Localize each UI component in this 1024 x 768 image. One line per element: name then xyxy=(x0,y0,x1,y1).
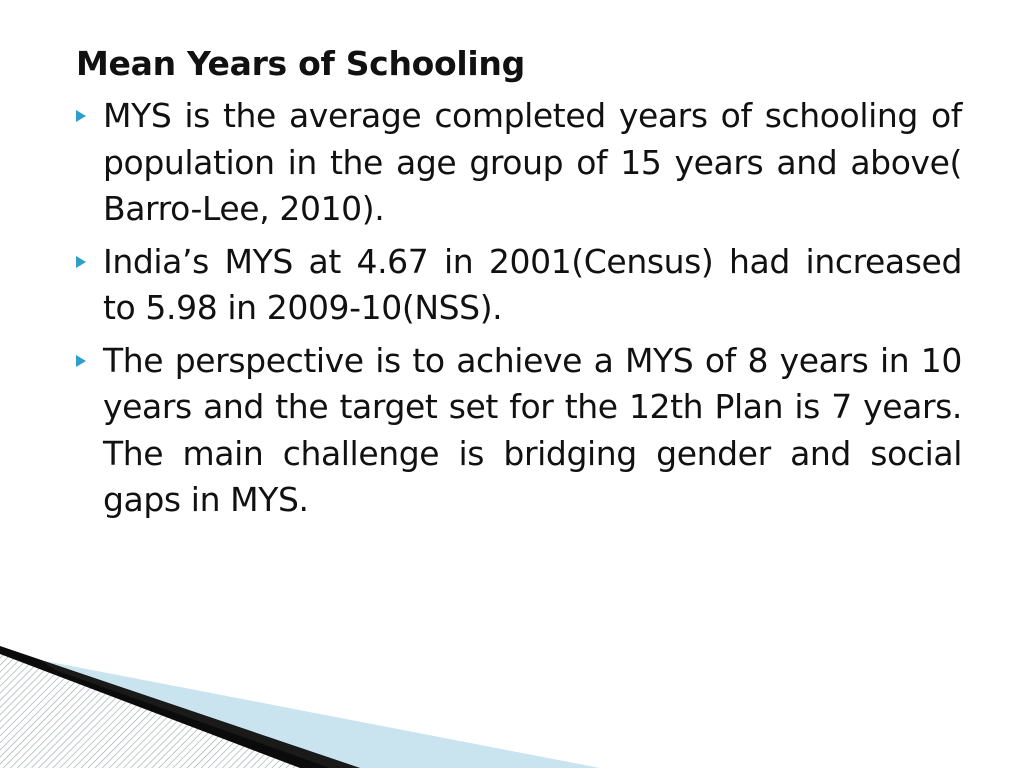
triangle-bullet-icon xyxy=(76,256,86,268)
bullet-text: MYS is the average completed years of schooling of population in the age group of 15 years and above( Barro-Lee, 2010). xyxy=(103,96,962,228)
bullet-text: India’s MYS at 4.67 in 2001(Census) had increased to 5.98 in 2009-10(NSS). xyxy=(103,241,962,327)
bullet-text: The perspective is to achieve a MYS of 8 years in 10 years and the target set for the 12th Plan is 7 years. The main challenge is bridging gender and social gaps in MYS. xyxy=(103,340,962,519)
bullet-item xyxy=(76,93,962,233)
bullet-item xyxy=(76,239,962,332)
bullet-list xyxy=(76,93,962,530)
triangle-bullet-icon xyxy=(76,355,86,367)
bullet-item xyxy=(76,338,962,524)
slide-title: Mean Years of Schooling xyxy=(76,44,525,83)
triangle-bullet-icon xyxy=(76,110,86,122)
